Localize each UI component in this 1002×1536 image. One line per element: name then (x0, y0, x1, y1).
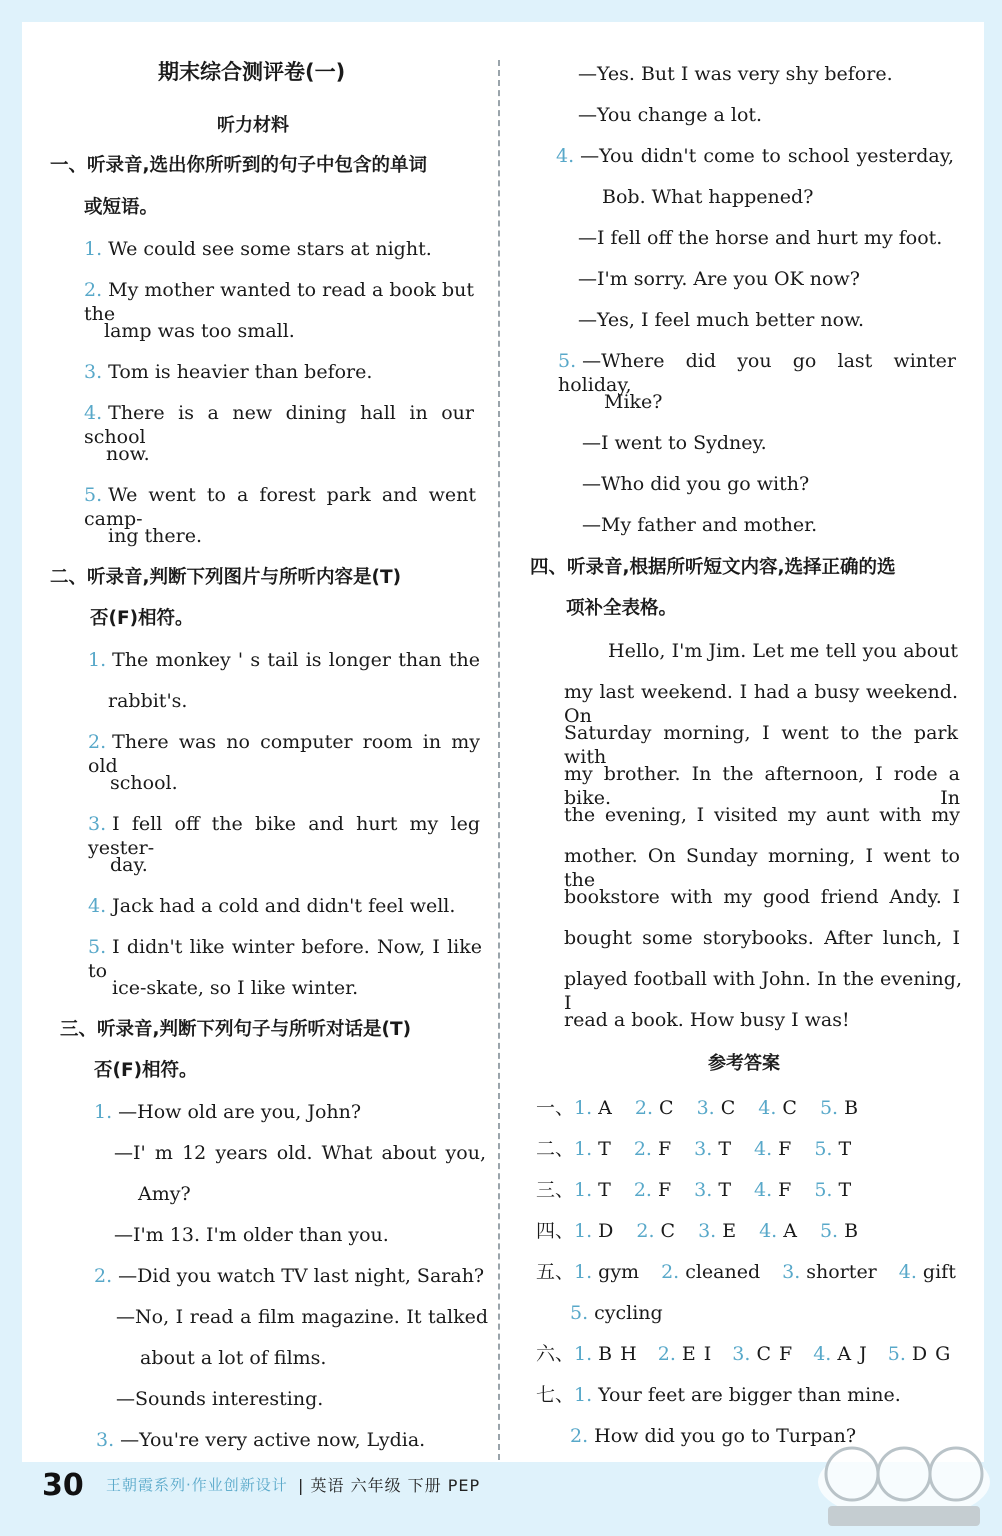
list-item-cont: rabbit's. (108, 690, 188, 712)
answer-row: 六、1. B H 2. E I 3. C F 4. A J 5. D G (536, 1343, 952, 1365)
dialog-line: 3. —You're very active now, Lydia. (96, 1429, 426, 1451)
section-3-heading: 三、听录音,判断下列句子与所听对话是(T) (60, 1019, 412, 1040)
dialog-line-cont: about a lot of films. (140, 1347, 327, 1369)
list-item: 4. There is a new dining hall in our school (84, 402, 474, 448)
dialog-line: 4. —You didn't come to school yesterday, (556, 145, 954, 167)
column-divider (498, 60, 500, 1460)
list-item: 5. I didn't like winter before. Now, I like to (88, 936, 482, 982)
list-item-cont: school. (110, 772, 178, 794)
section-1-heading: 一、听录音,选出你所听到的句子中包含的单词 (50, 155, 428, 176)
answer-row: 一、1. A 2. C 3. C 4. C 5. B (536, 1097, 860, 1119)
list-item: 2. There was no computer room in my old (88, 731, 480, 777)
list-item-cont: day. (110, 854, 148, 876)
passage-line: played football with John. In the evening, I (564, 968, 962, 1014)
list-item: 4. Jack had a cold and didn't feel well. (88, 895, 456, 917)
section-2-heading-cont: 否(F)相符。 (90, 608, 194, 629)
dialog-line: —I'm sorry. Are you OK now? (578, 268, 860, 290)
list-item: 3. Tom is heavier than before. (84, 361, 373, 383)
passage-line: bought some storybooks. After lunch, I (564, 927, 960, 949)
section-4-heading-cont: 项补全表格。 (566, 598, 678, 619)
section-4-heading: 四、听录音,根据所听短文内容,选择正确的选 (530, 557, 896, 578)
dialog-line-cont: Mike? (604, 391, 663, 413)
dialog-line: 1. —How old are you, John? (94, 1101, 362, 1123)
answer-row: 七、1. Your feet are bigger than mine. (536, 1384, 901, 1406)
list-item: 5. We went to a forest park and went camp- (84, 484, 476, 530)
passage-line: read a book. How busy I was! (564, 1009, 850, 1031)
page-number: 30 (42, 1468, 84, 1503)
book-info: | 英语 六年级 下册 PEP (298, 1476, 481, 1495)
section-subtitle: 听力材料 (217, 115, 289, 136)
dialog-line: —I' m 12 years old. What about you, (114, 1142, 486, 1164)
list-item-cont: ing there. (108, 525, 202, 547)
dialog-line: —Sounds interesting. (116, 1388, 324, 1410)
answer-row: 五、1. gym 2. cleaned 3. shorter 4. gift (536, 1261, 956, 1283)
dialog-line-cont: Amy? (138, 1183, 191, 1205)
passage-line: Saturday morning, I went to the park with (564, 722, 958, 768)
answer-row: 2. How did you go to Turpan? (570, 1425, 857, 1447)
section-1-heading-cont: 或短语。 (84, 197, 159, 218)
list-item: 2. My mother wanted to read a book but the (84, 279, 474, 325)
answer-row: 三、1. T 2. F 3. T 4. F 5. T (536, 1179, 853, 1201)
list-item-cont: now. (106, 443, 150, 465)
dialog-line: —My father and mother. (582, 514, 818, 536)
dialog-line: —Yes. But I was very shy before. (578, 63, 893, 85)
dialog-line: —Yes, I feel much better now. (578, 309, 865, 331)
answer-row: 四、1. D 2. C 3. E 4. A 5. B (536, 1220, 860, 1242)
passage-line: the evening, I visited my aunt with my (564, 804, 960, 826)
section-2-heading: 二、听录音,判断下列图片与所听内容是(T) (50, 567, 402, 588)
dialog-line-cont: Bob. What happened? (602, 186, 814, 208)
dialog-line: 5. —Where did you go last winter holiday, (558, 350, 956, 396)
list-item-cont: lamp was too small. (104, 320, 295, 342)
passage-line: my last weekend. I had a busy weekend. On (564, 681, 958, 727)
series-brand: 王朝霞系列·作业创新设计 (106, 1476, 288, 1494)
answer-row: 5. cycling (570, 1302, 663, 1324)
list-item-cont: ice-skate, so I like winter. (112, 977, 359, 999)
dialog-line: —No, I read a film magazine. It talked (116, 1306, 488, 1328)
dialog-line: —You change a lot. (578, 104, 763, 126)
section-3-heading-cont: 否(F)相符。 (94, 1060, 198, 1081)
answer-row: 二、1. T 2. F 3. T 4. F 5. T (536, 1138, 853, 1160)
dialog-line: —I fell off the horse and hurt my foot. (578, 227, 943, 249)
passage-line: my brother. In the afternoon, I rode a bike. In (564, 763, 960, 809)
passage-line: bookstore with my good friend Andy. I (564, 886, 960, 908)
dialog-line: —Who did you go with? (582, 473, 810, 495)
answers-title: 参考答案 (708, 1053, 780, 1074)
passage-line: mother. On Sunday morning, I went to the (564, 845, 960, 891)
page-title: 期末综合测评卷(一) (158, 60, 346, 84)
passage-line: Hello, I'm Jim. Let me tell you about (608, 640, 958, 662)
dialog-line: 2. —Did you watch TV last night, Sarah? (94, 1265, 485, 1287)
list-item: 3. I fell off the bike and hurt my leg yester- (88, 813, 480, 859)
dialog-line: —I went to Sydney. (582, 432, 767, 454)
list-item: 1. The monkey ' s tail is longer than the (88, 649, 480, 671)
dialog-line: —I'm 13. I'm older than you. (114, 1224, 389, 1246)
list-item: 1. We could see some stars at night. (84, 238, 432, 260)
watermark-logo (814, 1440, 994, 1530)
